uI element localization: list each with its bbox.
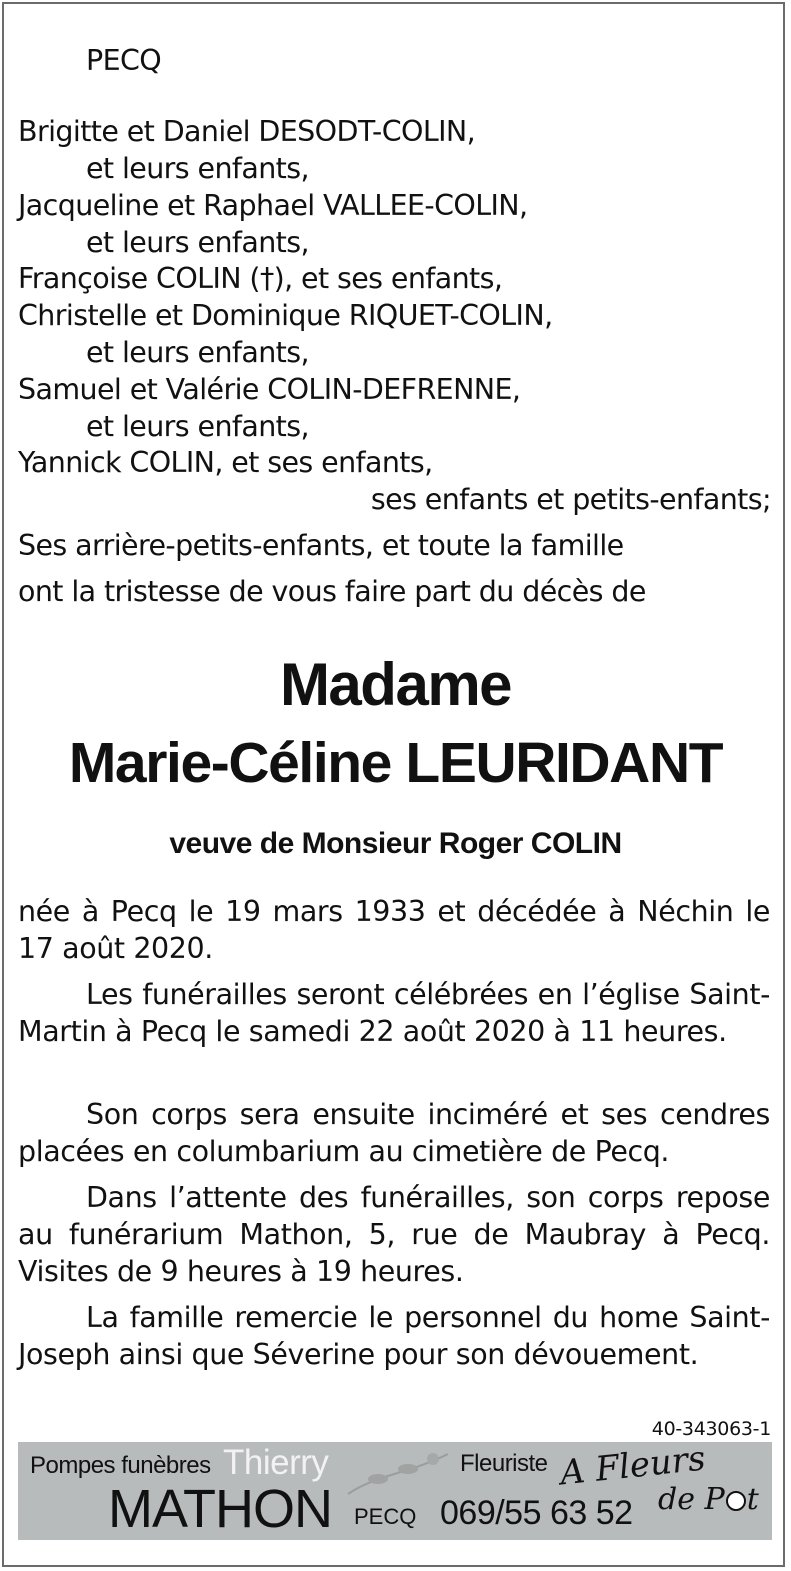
family-line-7: et leurs enfants,	[86, 336, 309, 369]
place-header: PECQ	[86, 44, 162, 77]
pompes-funebres-label: Pompes funèbres	[30, 1452, 211, 1479]
family-line-8: Samuel et Valérie COLIN-DEFRENNE,	[18, 373, 521, 406]
family-line-2: et leurs enfants,	[86, 152, 309, 185]
cremation-paragraph	[18, 1096, 770, 1170]
mathon-logo-text: MATHON	[108, 1479, 332, 1539]
de-pot-logo	[658, 1482, 759, 1517]
family-line-3: Jacqueline et Raphael VALLEE-COLIN,	[18, 189, 528, 222]
cremation-text: Son corps sera ensuite inciméré et ses cendres placées en columbarium au cimetière de Pecq.	[18, 1098, 770, 1168]
birth-death-paragraph	[18, 893, 770, 967]
announcement-line: ont la tristesse de vous faire part du décès de	[18, 575, 646, 608]
great-grandchildren-line: Ses arrière-petits-enfants, et toute la famille	[18, 529, 624, 562]
family-line-6: Christelle et Dominique RIQUET-COLIN,	[18, 299, 553, 332]
funeral-home-banner	[18, 1438, 772, 1540]
pot-circle-icon	[726, 1491, 746, 1511]
pecq-label: PECQ	[354, 1504, 417, 1529]
thanks-paragraph	[18, 1299, 770, 1373]
funeral-text: Les funérailles seront célébrées en l’église Saint-Martin à Pecq le samedi 22 août 2020 à 11 heures.	[18, 978, 770, 1048]
fleuriste-label: Fleuriste	[460, 1450, 548, 1477]
visitation-text: Dans l’attente des funérailles, son corps repose au funérarium Mathon, 5, rue de Maubray à Pecq. Visites de 9 heures à 19 heures.	[18, 1181, 770, 1288]
family-summary: ses enfants et petits-enfants;	[370, 483, 771, 516]
family-line-1: Brigitte et Daniel DESODT-COLIN,	[18, 115, 476, 148]
thierry-label: Thierry	[223, 1443, 329, 1482]
visitation-paragraph	[18, 1179, 770, 1290]
family-line-9: et leurs enfants,	[86, 410, 309, 443]
reference-number: 40-343063-1	[651, 1418, 771, 1440]
funeral-paragraph	[18, 976, 770, 1050]
de-pot-text: de P	[658, 1482, 725, 1517]
thanks-text: La famille remercie le personnel du home Saint-Joseph ainsi que Séverine pour son dévouement.	[18, 1301, 770, 1371]
deceased-name: Marie-Céline LEURIDANT	[68, 731, 723, 795]
de-pot-end-text: t	[746, 1482, 759, 1517]
widow-of-line: veuve de Monsieur Roger COLIN	[169, 827, 622, 860]
birth-death-text: née à Pecq le 19 mars 1933 et décédée à Néchin le 17 août 2020.	[18, 895, 770, 965]
phone-number: 069/55 63 52	[440, 1494, 633, 1532]
deceased-title: Madame	[279, 651, 512, 718]
family-line-10: Yannick COLIN, et ses enfants,	[18, 446, 433, 479]
a-fleurs-logo: A Fleurs	[558, 1438, 708, 1494]
family-line-4: et leurs enfants,	[86, 226, 309, 259]
family-line-5: Françoise COLIN (†), et ses enfants,	[18, 262, 503, 295]
